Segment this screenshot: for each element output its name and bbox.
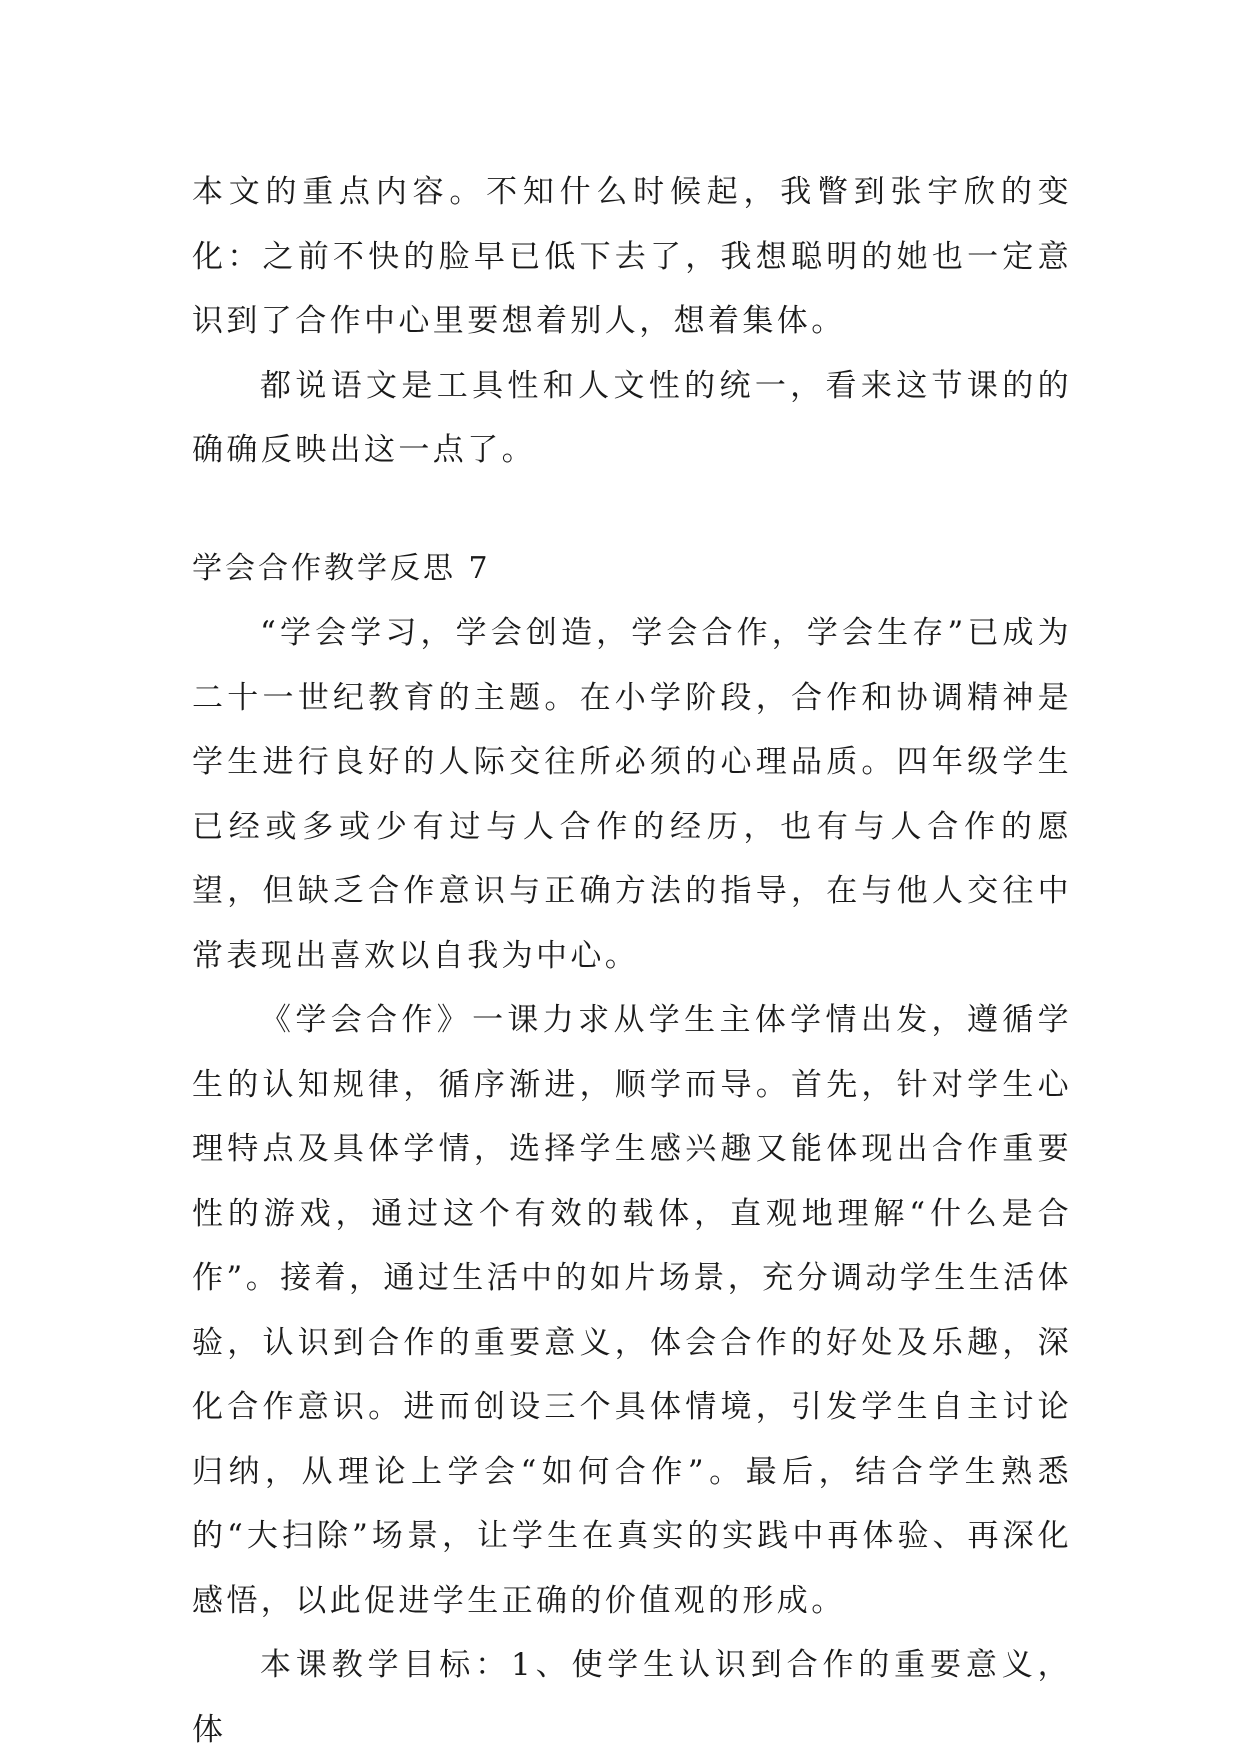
section-title: 学会合作教学反思 7: [192, 550, 491, 586]
paragraph-continuation: 本文的重点内容。不知什么时候起，我瞥到张宇欣的变化：之前不快的脸早已低下去了，我想聪明的她也一定意识到了合作中心里要想着别人，想着集体。: [192, 174, 1072, 339]
paragraph-conclusion: 都说语文是工具性和人文性的统一，看来这节课的的确确反映出这一点了。: [192, 367, 1072, 468]
document-page: [192, 160, 1072, 1762]
paragraph-intro: “学会学习，学会创造，学会合作，学会生存”已成为二十一世纪教育的主题。在小学阶段，合作和协调精神是学生进行良好的人际交往所必须的心理品质。四年级学生已经或多或少有过与人合作的经历，也有与人合作的愿望，但缺乏合作意识与正确方法的指导，在与他人交往中常表现出喜欢以自我为中心。: [192, 615, 1072, 974]
section-gap: [192, 483, 1072, 537]
paragraph-lesson-design: 《学会合作》一课力求从学生主体学情出发，遵循学生的认知规律，循序渐进，顺学而导。首先，针对学生心理特点及具体学情，选择学生感兴趣又能体现出合作重要性的游戏，通过这个有效的载体，直观地理解“什么是合作”。接着，通过生活中的如片场景，充分调动学生生活体验，认识到合作的重要意义，体会合作的好处及乐趣，深化合作意识。进而创设三个具体情境，引发学生自主讨论归纳，从理论上学会“如何合作”。最后，结合学生熟悉的“大扫除”场景，让学生在真实的实践中再体验、再深化感悟，以此促进学生正确的价值观的形成。: [192, 1002, 1072, 1619]
paragraph-teaching-goals: 本课教学目标：1、使学生认识到合作的重要意义，体: [192, 1647, 1072, 1748]
